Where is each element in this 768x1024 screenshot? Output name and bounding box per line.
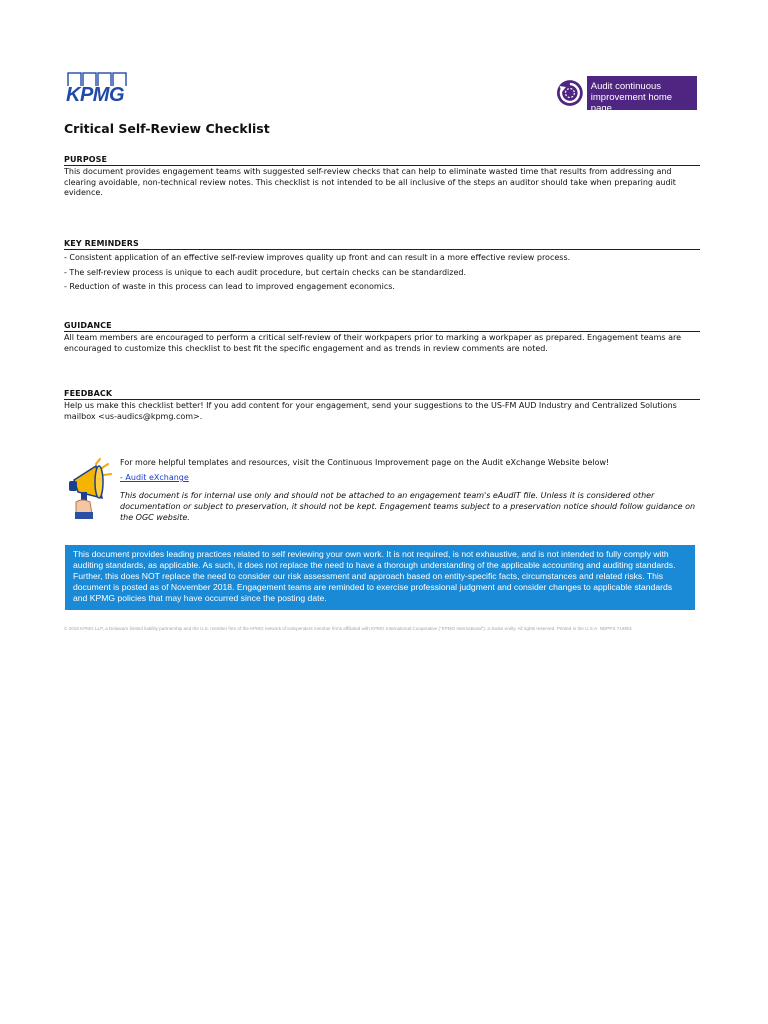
resources-intro: For more helpful templates and resources, visit the Continuous Improvement page on the Audit eXchange Website below! [120,458,610,467]
purpose-text: This document provides engagement teams with suggested self-review checks that can help to eliminate wasted time that results from addressing and clearing avoidable, non-technical review notes. This checklist is not intended to be all inclusive of the steps an auditor should take when preparing audit evidence. [64,167,676,197]
feedback-heading: FEEDBACK [64,389,700,400]
ci-home-label[interactable]: Audit continuous improvement home page [587,76,697,110]
ci-home-link[interactable] [556,76,697,114]
kpmg-logo [64,72,130,106]
kpmg-logo-text: KPMG [66,84,124,106]
megaphone-icon [66,458,116,520]
key-reminders-heading: KEY REMINDERS [64,239,700,250]
reminder-item: - Consistent application of an effective self-review improves quality up front and can result in a more effective review process. [64,253,571,262]
resources-block [120,457,704,523]
purpose-heading: PURPOSE [64,155,700,166]
guidance-heading: GUIDANCE [64,321,700,332]
internal-use-note: This document is for internal use only and should not be attached to an engagement team's eAudIT file. Unless it is considered other documentation or subject to preservation, it should not be kept. Engagement teams subject to a preservation notice should follow guidance on the OGC website. [120,491,696,522]
audit-exchange-link[interactable]: - Audit eXchange [120,473,189,482]
disclaimer-box: This document provides leading practices related to self reviewing your own work. It is not required, is not exhaustive, and is not intended to fully comply with auditing standards, as applicable. As such, it does not replace the need to have a thorough understanding of the applicable accounting and auditing standards. Further, this does NOT replace the need to consider our risk assessment and approach based on entity-specific facts, circumstances and related risks. This document is posted as of November 2018. Engagement teams are reminded to exercise professional judgment and consider changes to applicable standards and KPMG policies that may have occurred since the posting date. [65,545,695,610]
page-title: Critical Self-Review Checklist [64,121,270,136]
feedback-section [64,389,700,422]
reminder-item: - Reduction of waste in this process can lead to improved engagement economics. [64,282,395,291]
guidance-section [64,321,700,354]
feedback-text: Help us make this checklist better! If you add content for your engagement, send your suggestions to the US-FM AUD Industry and Centralized Solutions mailbox <us-audics@kpmg.com>. [64,401,677,421]
continuous-improvement-cycle-icon [556,79,584,107]
guidance-text: All team members are encouraged to perform a critical self-review of their workpapers prior to marking a workpaper as prepared. Engagement teams are encouraged to customize this checklist to best fit the specific engagement and as trends in review comments are noted. [64,333,682,353]
reminder-item: - The self-review process is unique to each audit procedure, but certain checks can be standardized. [64,267,467,277]
key-reminders-section [64,239,700,294]
purpose-section [64,155,700,199]
copyright-footer: © 2018 KPMG LLP, a Delaware limited liability partnership and the U.S. member firm of the KPMG network of independent member firms affiliated with KPMG International Cooperative ("KPMG International"), a Swiss entity. All rights reserved. Printed in the U.S.A. NDPPS 719801 [64,626,633,631]
